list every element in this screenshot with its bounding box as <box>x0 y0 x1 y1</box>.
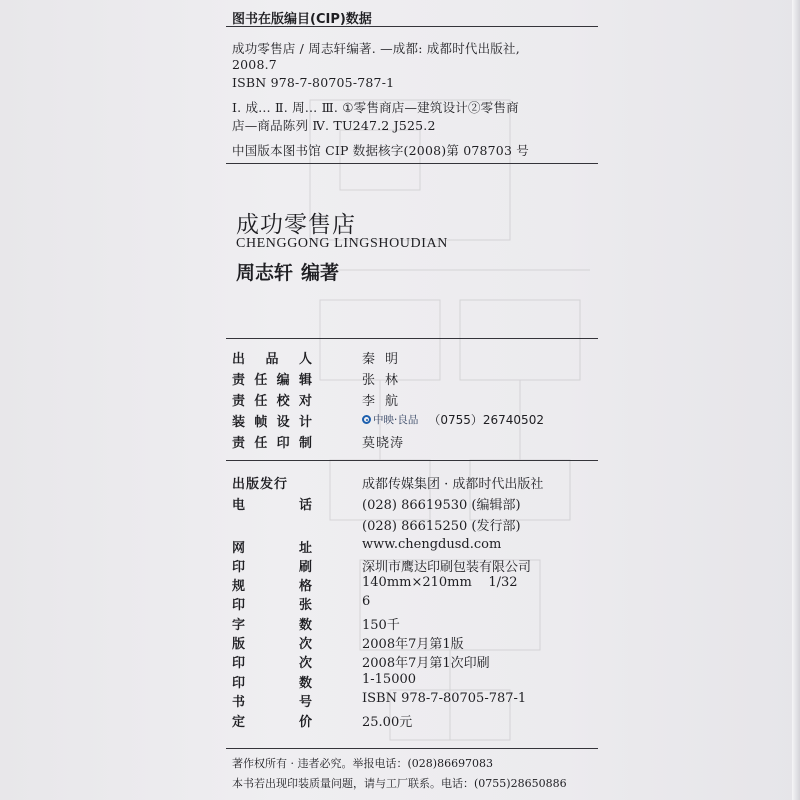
detail-label-printer: 印 刷 <box>232 560 312 575</box>
detail-label-impression: 印 次 <box>232 656 312 671</box>
detail-label-sheets: 印 张 <box>232 598 312 613</box>
detail-label-website: 网 址 <box>232 541 312 556</box>
detail-label-price: 定 价 <box>232 715 312 730</box>
credit-label-editor: 责 任 编 辑 <box>232 373 312 388</box>
detail-label-word-count: 字 数 <box>232 618 312 633</box>
detail-label-edition: 版 次 <box>232 637 312 652</box>
cip-subject-line-2: 店—商品陈列 Ⅳ. TU247.2 J525.2 <box>232 118 436 133</box>
detail-value-format: 140mm×210mm 1/32 <box>362 575 518 590</box>
detail-value-print-run: 1-15000 <box>362 672 417 687</box>
design-studio-logo <box>362 412 418 427</box>
credits-bottom-rule <box>226 460 598 461</box>
credit-value-printing-manager: 莫晓涛 <box>362 436 405 451</box>
detail-value-isbn: ISBN 978-7-80705-787-1 <box>362 691 527 706</box>
cip-catalog-line: 成功零售店 / 周志轩编著. —成都: 成都时代出版社, <box>232 41 520 56</box>
footer-quality-notice: 本书若出现印装质量问题，请与工厂联系。电话：(0755)28650886 <box>232 777 567 790</box>
footer-top-rule <box>226 748 598 749</box>
cip-top-rule <box>226 26 598 27</box>
credit-label-publisher: 出 品 人 <box>232 352 312 367</box>
detail-value-website: www.chengdusd.com <box>362 537 502 552</box>
credit-value-editor: 张林 <box>362 373 409 388</box>
detail-label-format: 规 格 <box>232 579 312 594</box>
design-studio-phone: （0755）26740502 <box>428 413 544 427</box>
cip-subject-line-1: Ⅰ. 成… Ⅱ. 周… Ⅲ. ①零售商店—建筑设计②零售商 <box>232 100 519 115</box>
detail-label-isbn: 书 号 <box>232 695 312 710</box>
detail-value-price: 25.00元 <box>362 715 413 730</box>
author-name: 周志轩 <box>236 262 294 284</box>
credit-value-publisher: 秦明 <box>362 352 409 367</box>
circle-logo-icon <box>362 415 371 424</box>
credit-label-designer: 装 帧 设 计 <box>232 415 312 430</box>
footer-copyright: 著作权所有 · 违者必究。举报电话：(028)86697083 <box>232 757 494 770</box>
book-author <box>236 258 339 285</box>
author-role: 编著 <box>301 262 340 284</box>
cip-heading: 图书在版编目(CIP)数据 <box>232 12 372 27</box>
design-studio-name: 中映·良品 <box>373 414 419 426</box>
page-edge-shadow <box>792 0 800 800</box>
cip-isbn-line: ISBN 978-7-80705-787-1 <box>232 75 395 90</box>
cip-date-line: 2008.7 <box>232 57 277 72</box>
detail-value-impression: 2008年7月第1次印刷 <box>362 656 490 671</box>
detail-value-edition: 2008年7月第1版 <box>362 637 464 652</box>
detail-value-sheets: 6 <box>362 594 371 609</box>
detail-label-phone: 电 话 <box>232 498 312 513</box>
cip-record-line: 中国版本图书馆 CIP 数据核字(2008)第 078703 号 <box>232 143 529 158</box>
detail-value-word-count: 150千 <box>362 618 400 633</box>
credit-label-proofreader: 责 任 校 对 <box>232 394 312 409</box>
credit-label-printing-manager: 责 任 印 制 <box>232 436 312 451</box>
detail-value-phone-editorial: (028) 86619530 (编辑部) <box>362 498 521 513</box>
detail-value-printer: 深圳市鹰达印刷包装有限公司 <box>362 560 532 575</box>
book-title-pinyin: CHENGGONG LINGSHOUDIAN <box>236 236 448 251</box>
book-title: 成功零售店 <box>236 212 356 238</box>
detail-value-distributor: 成都传媒集团 · 成都时代出版社 <box>362 477 544 492</box>
detail-label-distributor: 出版发行 <box>232 477 289 492</box>
credit-value-designer <box>362 411 544 428</box>
detail-label-print-run: 印 数 <box>232 676 312 691</box>
detail-value-phone-sales: (028) 86615250 (发行部) <box>362 519 521 534</box>
cip-bottom-rule <box>226 163 598 164</box>
title-bottom-rule <box>226 338 598 339</box>
credit-value-proofreader: 李航 <box>362 394 409 409</box>
